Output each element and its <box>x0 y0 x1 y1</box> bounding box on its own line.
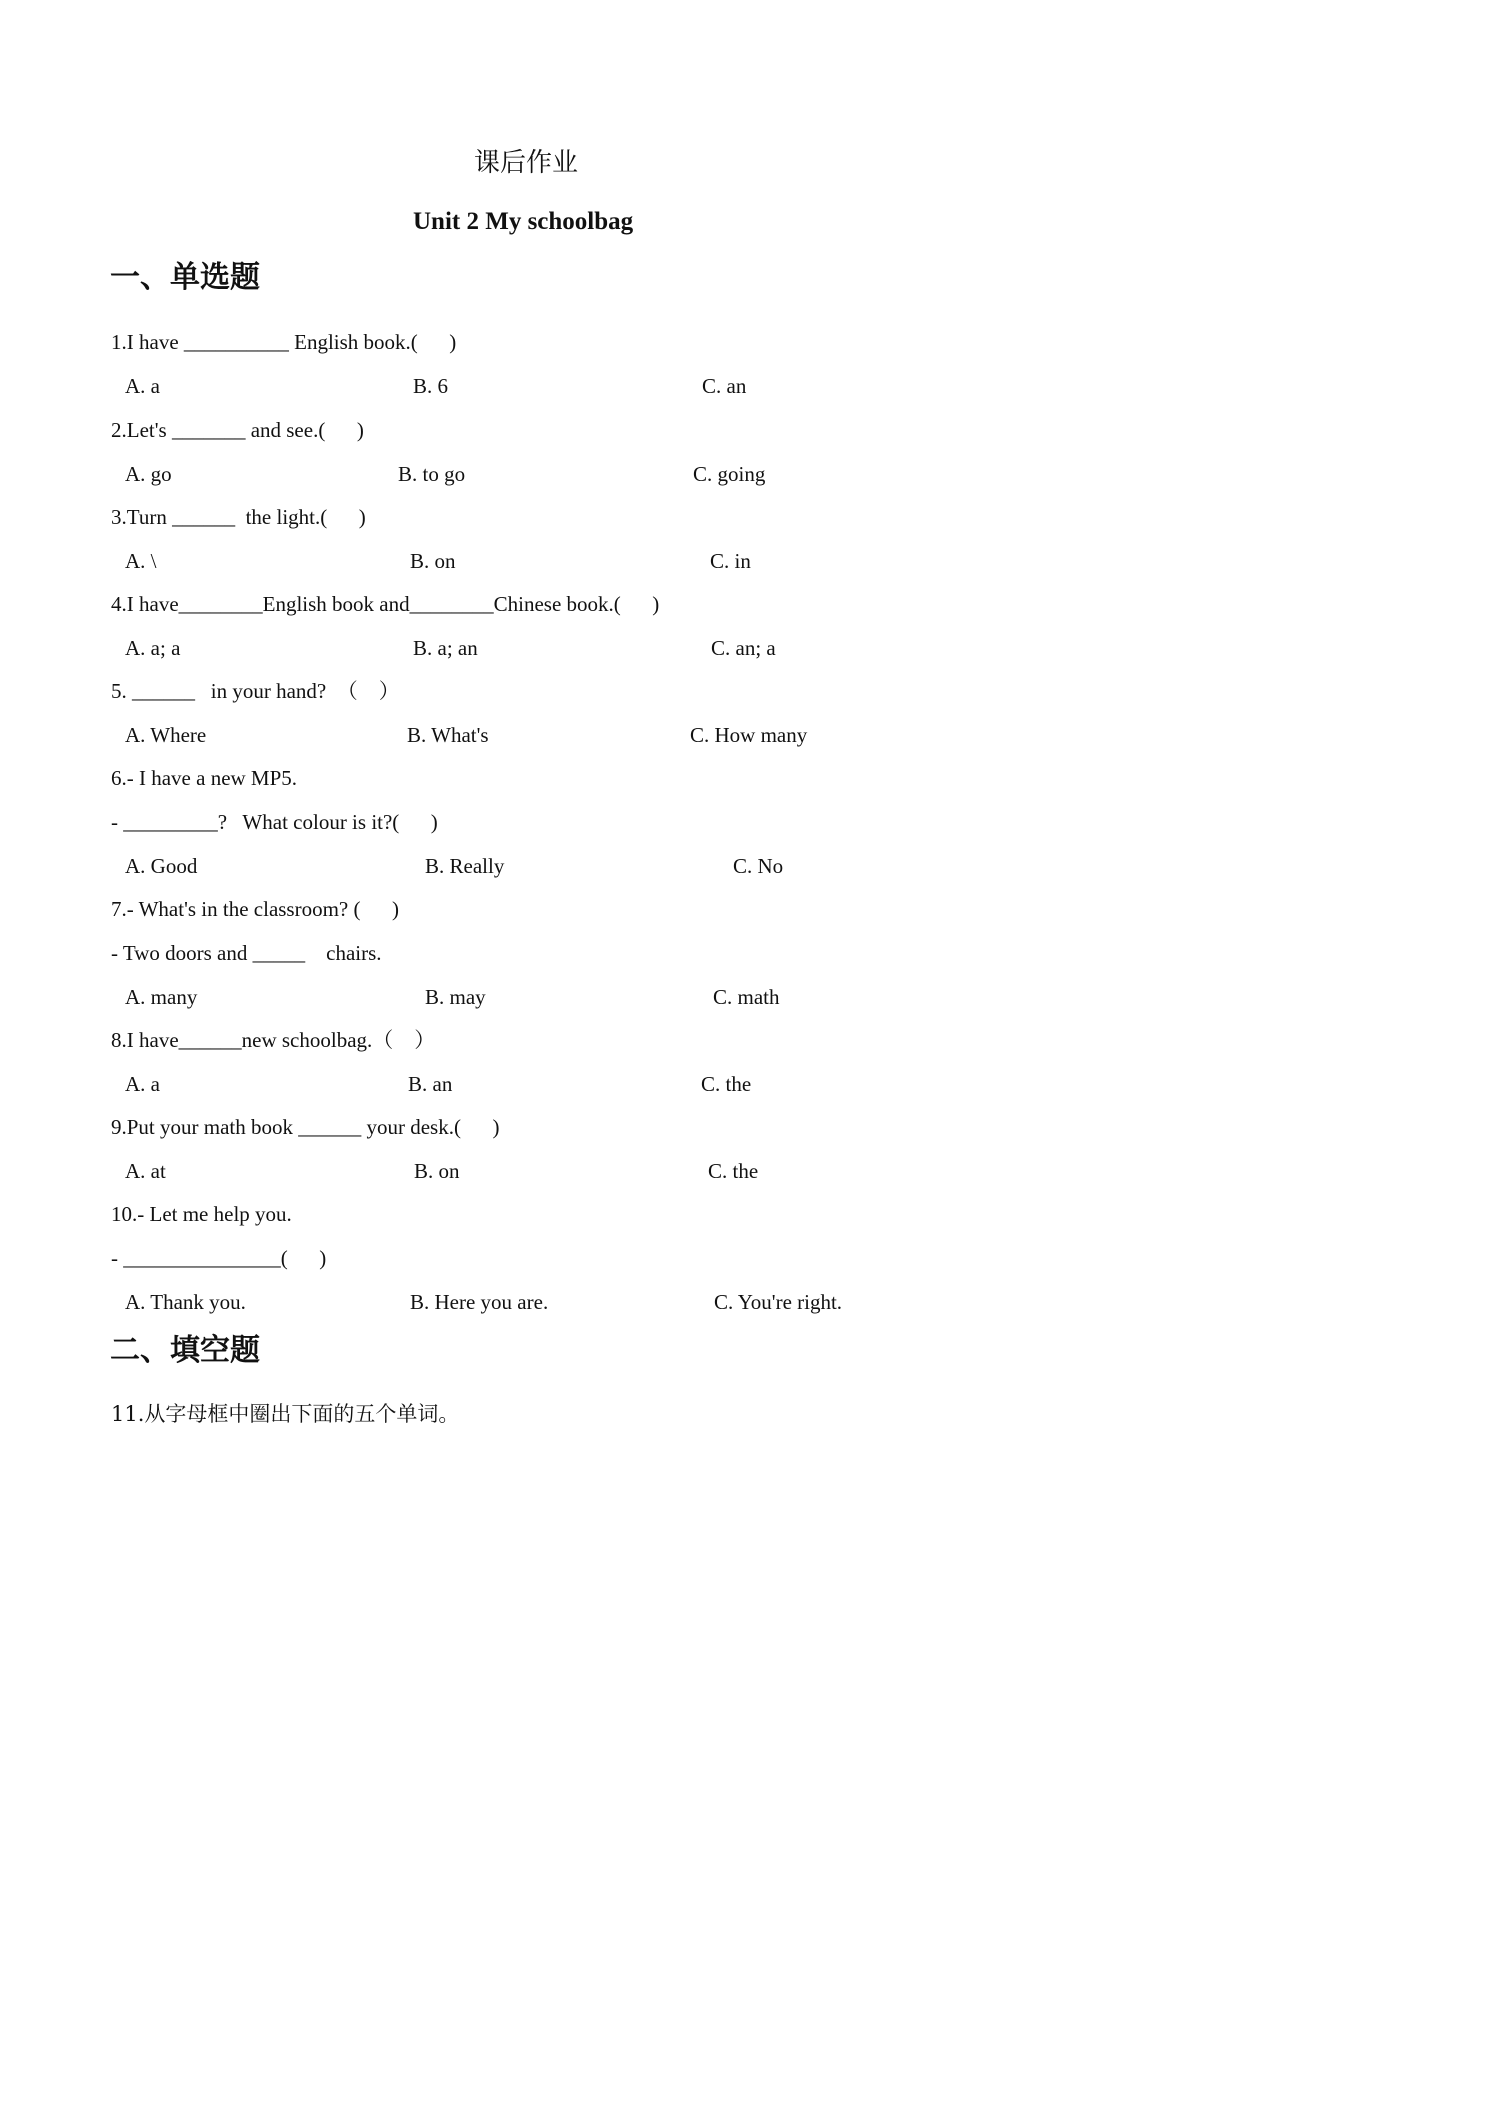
question-10-option-b: B. Here you are. <box>410 1290 549 1314</box>
question-2: 2.Let's _______ and see.( ) <box>111 418 364 442</box>
question-6-option-a: A. Good <box>125 854 198 878</box>
question-2-option-c: C. going <box>693 462 766 486</box>
question-5-option-a: A. Where <box>125 723 207 747</box>
question-11: 11.从字母框中圈出下面的五个单词。 <box>111 1402 460 1426</box>
question-1-option-c: C. an <box>702 374 747 398</box>
question-6-line-1: 6.- I have a new MP5. <box>111 766 298 790</box>
question-9-option-a: A. at <box>125 1159 166 1183</box>
question-6-option-b: B. Really <box>425 854 505 878</box>
question-3-option-a: A. \ <box>125 549 157 573</box>
unit-title: Unit 2 My schoolbag <box>413 208 634 235</box>
question-3-option-b: B. on <box>410 549 456 573</box>
question-1-option-b: B. 6 <box>413 374 449 398</box>
question-4: 4.I have________English book and________Chinese book.( ) <box>111 592 660 616</box>
question-8-option-a: A. a <box>125 1072 160 1096</box>
question-3-option-c: C. in <box>710 549 751 573</box>
question-7-option-c: C. math <box>713 985 780 1009</box>
question-8: 8.I have______new schoolbag.（ ） <box>111 1028 436 1052</box>
question-10-line-1: 10.- Let me help you. <box>111 1202 292 1226</box>
question-1-option-a: A. a <box>125 374 160 398</box>
question-10-option-a: A. Thank you. <box>125 1290 246 1314</box>
question-5: 5. ______ in your hand? （ ） <box>111 679 400 703</box>
question-8-option-b: B. an <box>408 1072 453 1096</box>
section-heading-fill-in: 二、填空题 <box>110 1333 260 1368</box>
question-6-line-2: - _________? What colour is it?( ) <box>111 810 438 834</box>
question-4-option-a: A. a; a <box>125 636 181 660</box>
question-9: 9.Put your math book ______ your desk.( ) <box>111 1115 500 1139</box>
question-9-option-c: C. the <box>708 1159 759 1183</box>
question-10-option-c: C. You're right. <box>714 1290 843 1314</box>
question-2-option-b: B. to go <box>398 462 466 486</box>
question-7-line-2: - Two doors and _____ chairs. <box>111 941 382 965</box>
question-2-option-a: A. go <box>125 462 172 486</box>
question-8-option-c: C. the <box>701 1072 752 1096</box>
question-4-option-c: C. an; a <box>711 636 776 660</box>
question-7-option-b: B. may <box>425 985 486 1009</box>
section-heading-single-choice: 一、单选题 <box>110 260 260 295</box>
question-7-line-1: 7.- What's in the classroom? ( ) <box>111 897 399 921</box>
question-4-option-b: B. a; an <box>413 636 478 660</box>
question-10-line-2: - _______________( ) <box>111 1246 327 1270</box>
question-5-option-b: B. What's <box>407 723 489 747</box>
question-7-option-a: A. many <box>125 985 198 1009</box>
question-1: 1.I have __________ English book.( ) <box>111 330 457 354</box>
question-6-option-c: C. No <box>733 854 784 878</box>
question-9-option-b: B. on <box>414 1159 460 1183</box>
question-3: 3.Turn ______ the light.( ) <box>111 505 366 529</box>
question-5-option-c: C. How many <box>690 723 808 747</box>
page-title: 课后作业 <box>474 148 579 177</box>
